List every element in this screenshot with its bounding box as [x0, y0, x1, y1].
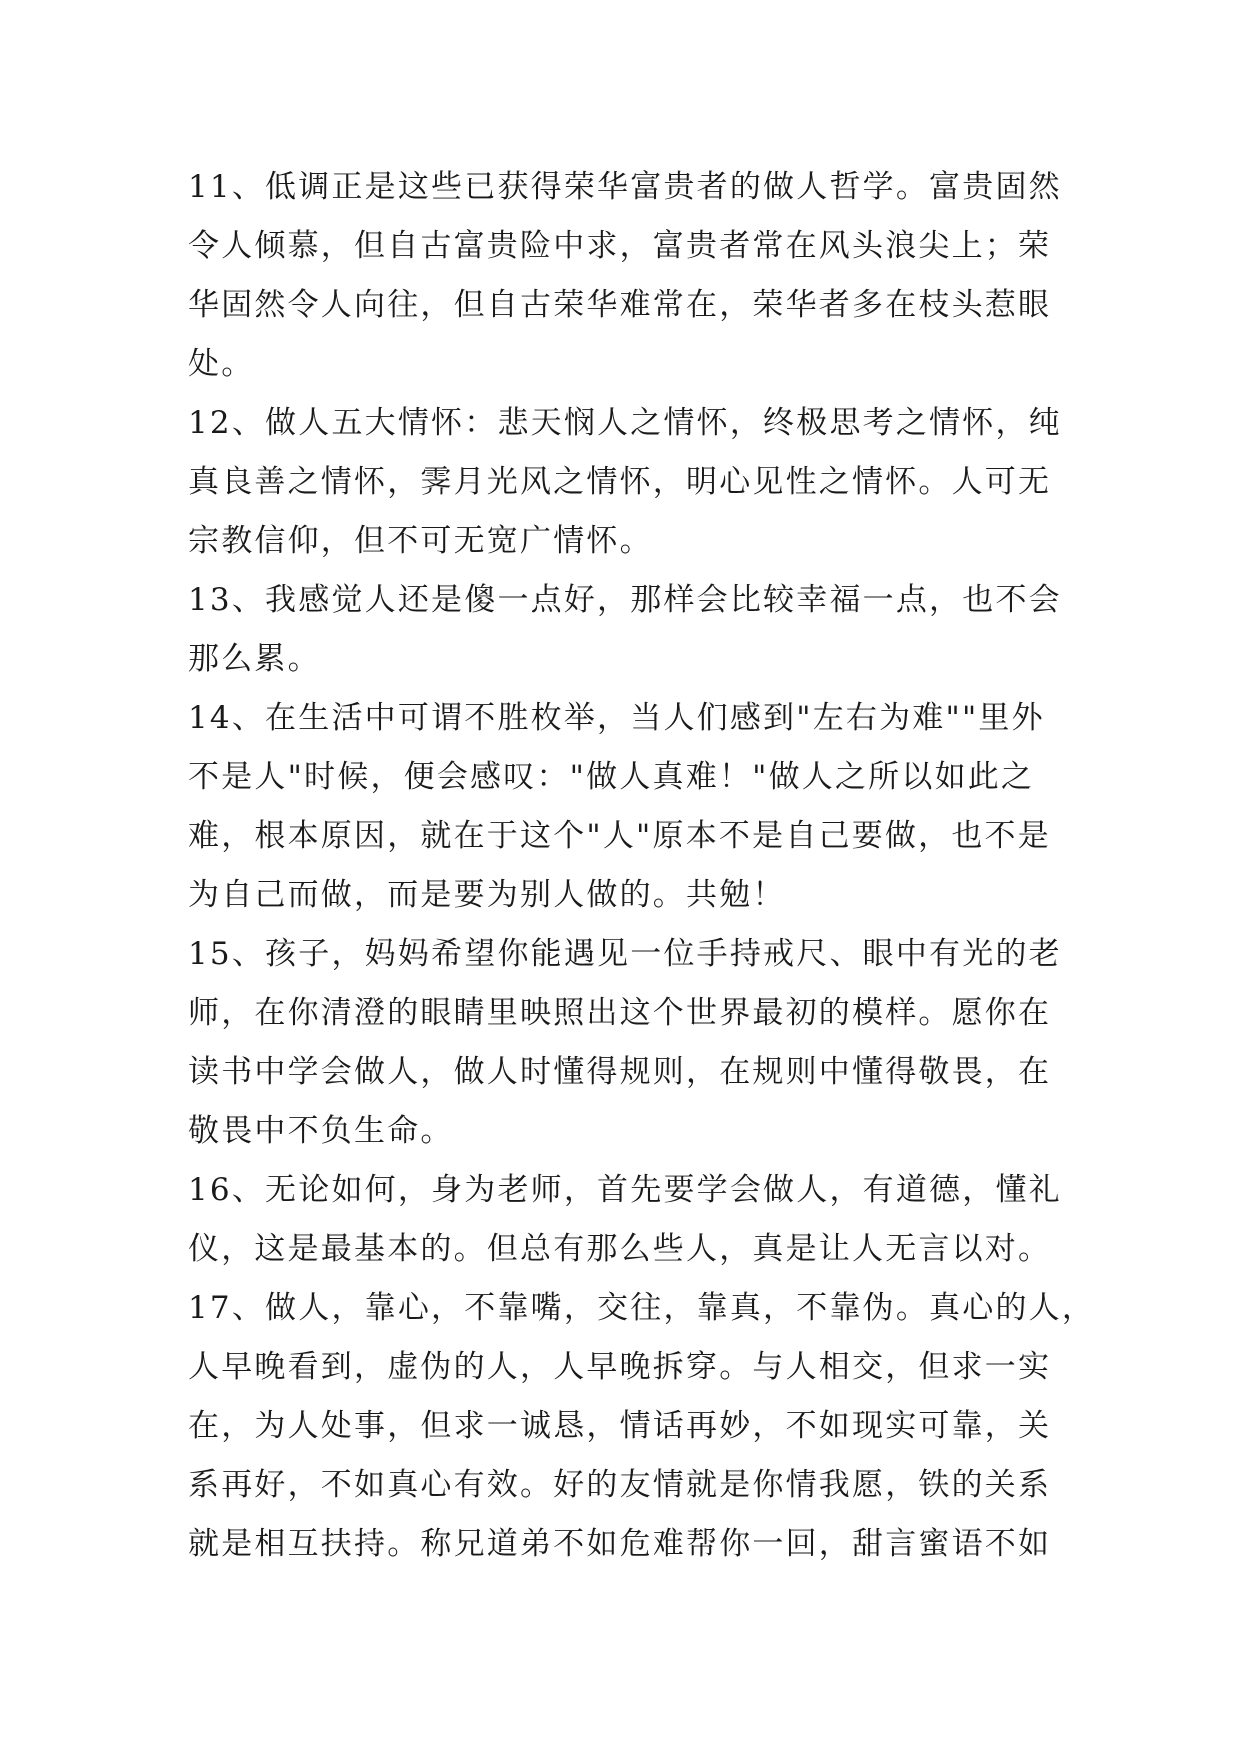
text-line: 12、做人五大情怀：悲天悯人之情怀，终极思考之情怀，纯 [188, 405, 1062, 441]
text-line: 难，根本原因，就在于这个"人"原本不是自己要做，也不是 [188, 818, 1051, 854]
text-line: 敬畏中不负生命。 [188, 1113, 454, 1149]
text-line: 师，在你清澄的眼睛里映照出这个世界最初的模样。愿你在 [188, 995, 1052, 1031]
text-line: 人早晚看到，虚伪的人，人早晚拆穿。与人相交，但求一实 [188, 1349, 1052, 1385]
text-line: 14、在生活中可谓不胜枚举，当人们感到"左右为难""里外 [188, 700, 1045, 736]
text-line: 令人倾慕，但自古富贵险中求，富贵者常在风头浪尖上；荣 [188, 228, 1052, 264]
text-line: 系再好，不如真心有效。好的友情就是你情我愿，铁的关系 [188, 1467, 1052, 1503]
document-body [188, 158, 1096, 1574]
text-line: 16、无论如何，身为老师，首先要学会做人，有道德，懂礼 [188, 1172, 1062, 1208]
text-line: 就是相互扶持。称兄道弟不如危难帮你一回，甜言蜜语不如 [188, 1526, 1052, 1562]
text-line: 读书中学会做人，做人时懂得规则，在规则中懂得敬畏，在 [188, 1054, 1052, 1090]
text-line: 为自己而做，而是要为别人做的。共勉！ [188, 877, 786, 913]
text-line: 11、低调正是这些已获得荣华富贵者的做人哲学。富贵固然 [188, 169, 1062, 205]
text-line: 15、孩子，妈妈希望你能遇见一位手持戒尺、眼中有光的老 [188, 936, 1062, 972]
text-line: 华固然令人向往，但自古荣华难常在，荣华者多在枝头惹眼 [188, 287, 1052, 323]
text-line: 真良善之情怀，霁月光风之情怀，明心见性之情怀。人可无 [188, 464, 1052, 500]
text-line: 宗教信仰，但不可无宽广情怀。 [188, 523, 653, 559]
text-line: 17、做人，靠心，不靠嘴，交往，靠真，不靠伪。真心的人， [188, 1290, 1096, 1326]
text-line: 那么累。 [188, 641, 321, 677]
text-line: 处。 [188, 346, 255, 382]
text-line: 仪，这是最基本的。但总有那么些人，真是让人无言以对。 [188, 1231, 1052, 1267]
text-line: 在，为人处事，但求一诚恳，情话再妙，不如现实可靠，关 [188, 1408, 1052, 1444]
text-line: 不是人"时候，便会感叹："做人真难！"做人之所以如此之 [188, 759, 1035, 795]
text-line: 13、我感觉人还是傻一点好，那样会比较幸福一点，也不会 [188, 582, 1062, 618]
